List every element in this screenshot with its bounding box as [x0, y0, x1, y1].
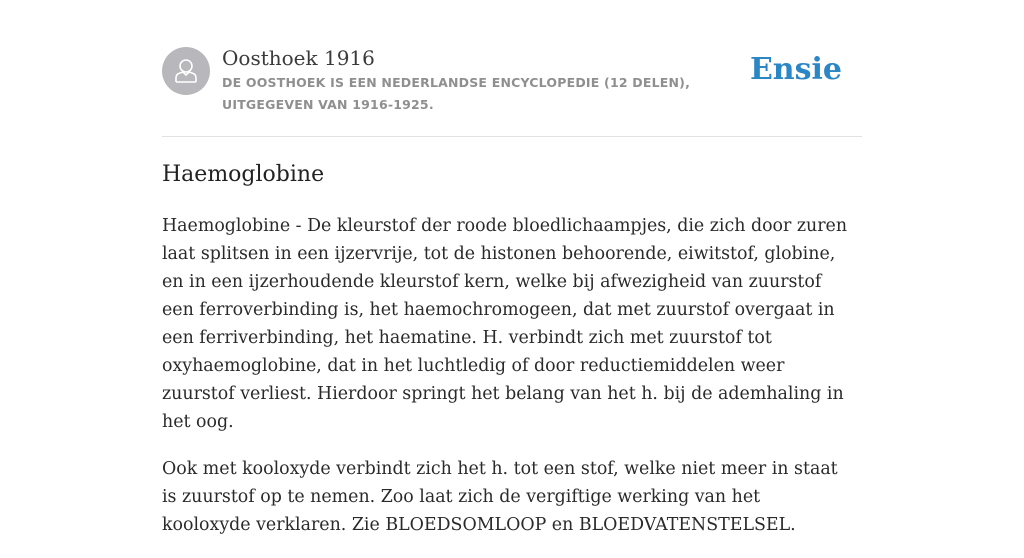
source-title[interactable]: Oosthoek 1916 [222, 46, 375, 70]
article-paragraph: Ook met kooloxyde verbindt zich het h. tot een stof, welke niet meer in staat is zuurstof op te nemen. Zoo laat zich de vergiftige werking van het kooloxyde verklaren. Zie BLOEDSOMLOOP en BLOEDVATENSTELSEL. [162, 459, 838, 535]
user-icon [162, 47, 210, 95]
avatar[interactable] [162, 47, 210, 95]
source-header [162, 44, 862, 137]
source-description: DE OOSTHOEK IS EEN NEDERLANDSE ENCYCLOPEDIE (12 DELEN), UITGEGEVEN VAN 1916-1925. [222, 75, 691, 112]
brand-logo[interactable]: Ensie [749, 52, 842, 87]
article-paragraph: Haemoglobine - De kleurstof der roode bloedlichaampjes, die zich door zuren laat splitsen in een ijzervrije, tot de histonen behoorende, eiwitstof, globine, en in een ijzerhoudende kleurstof kern, welke bij afwezigheid van zuurstof een ferroverbinding is, het haemochromogeen, dat met zuurstof overgaat in een ferriverbinding, het haematine. H. verbindt zich met zuurstof tot oxyhaemoglobine, dat in het luchtledig of door reductiemiddelen weer zuurstof verliest. Hierdoor springt het belang van het h. bij de ademhaling in het oog. [162, 216, 848, 432]
article-body [162, 212, 852, 558]
page-title: Haemoglobine [162, 162, 325, 187]
